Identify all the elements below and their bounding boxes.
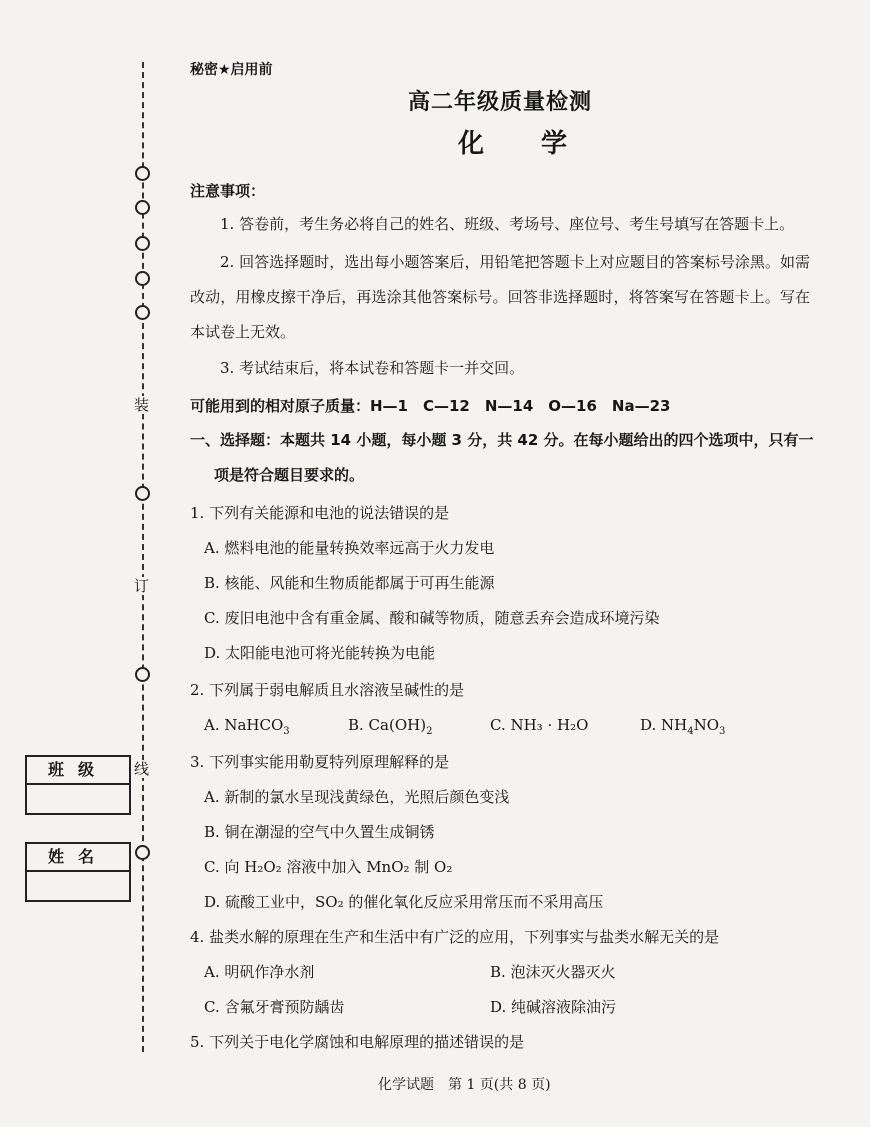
binding-hole xyxy=(135,271,150,286)
q3-stem: 3. 下列事实能用勒夏特列原理解释的是 xyxy=(190,753,450,771)
q2-stem: 2. 下列属于弱电解质且水溶液呈碱性的是 xyxy=(190,681,465,699)
exam-title: 高二年级质量检测 xyxy=(408,89,593,115)
q3-option-d: D. 硫酸工业中，SO₂ 的催化氧化反应采用常压而不采用高压 xyxy=(204,893,604,911)
section1-line2: 项是符合题目要求的。 xyxy=(214,466,365,484)
binding-hole xyxy=(135,236,150,251)
q4-stem: 4. 盐类水解的原理在生产和生活中有广泛的应用，下列事实与盐类水解无关的是 xyxy=(190,928,720,946)
class-box[interactable] xyxy=(25,755,131,815)
binding-hole xyxy=(135,486,150,501)
notice-heading: 注意事项： xyxy=(190,182,266,200)
q4-option-d: D. 纯碱溶液除油污 xyxy=(490,998,617,1016)
q1-option-c: C. 废旧电池中含有重金属、酸和碱等物质，随意丢弃会造成环境污染 xyxy=(204,609,660,627)
binding-char-zhuang: 装 xyxy=(134,396,150,414)
secret-label: 秘密★启用前 xyxy=(190,62,273,78)
q4-option-a: A. 明矾作净水剂 xyxy=(204,963,315,981)
binding-char-xian: 线 xyxy=(134,760,150,778)
q3-option-c: C. 向 H₂O₂ 溶液中加入 MnO₂ 制 O₂ xyxy=(204,858,453,876)
q1-stem: 1. 下列有关能源和电池的说法错误的是 xyxy=(190,504,450,522)
q2-option-d: D. $NH_4NO_3$ xyxy=(640,716,726,737)
q1-option-d: D. 太阳能电池可将光能转换为电能 xyxy=(204,644,436,662)
q2-option-a: A. NaHCO$_3$ xyxy=(204,716,290,737)
binding-char-ding: 订 xyxy=(134,577,150,595)
binding-hole xyxy=(135,166,150,181)
q3-option-b: B. 铜在潮湿的空气中久置生成铜锈 xyxy=(204,823,435,841)
binding-hole xyxy=(135,667,150,682)
class-label: 班级 xyxy=(27,757,129,785)
notice-item-2: 2. 回答选择题时，选出每小题答案后，用铅笔把答题卡上对应题目的答案标号涂黑。如需改动，用橡皮擦干净后，再选涂其他答案标号。回答非选择题时，将答案写在答题卡上。写在本试卷上无效。 xyxy=(190,253,810,341)
name-label: 姓名 xyxy=(27,844,129,872)
q4-option-c: C. 含氟牙膏预防龋齿 xyxy=(204,998,345,1016)
q1-option-b: B. 核能、风能和生物质能都属于可再生能源 xyxy=(204,574,495,592)
atomic-masses: 可能用到的相对原子质量：H—1 C—12 N—14 O—16 Na—23 xyxy=(190,397,671,415)
binding-hole xyxy=(135,845,150,860)
q2-option-c: C. NH₃ · H₂O xyxy=(490,716,589,734)
binding-hole xyxy=(135,200,150,215)
q4-option-b: B. 泡沫灭火器灭火 xyxy=(490,963,616,981)
notice-item-1: 1. 答卷前，考生务必将自己的姓名、班级、考场号、座位号、考生号填写在答题卡上。 xyxy=(220,215,795,233)
q5-stem: 5. 下列关于电化学腐蚀和电解原理的描述错误的是 xyxy=(190,1033,525,1051)
notice-item-3: 3. 考试结束后，将本试卷和答题卡一并交回。 xyxy=(220,359,525,377)
subject-title: 化 学 xyxy=(458,129,592,159)
q1-option-a: A. 燃料电池的能量转换效率远高于火力发电 xyxy=(204,539,495,557)
page-footer: 化学试题 第 1 页(共 8 页) xyxy=(378,1077,551,1093)
binding-hole xyxy=(135,305,150,320)
name-box[interactable] xyxy=(25,842,131,902)
q3-option-a: A. 新制的氯水呈现浅黄绿色，光照后颜色变浅 xyxy=(204,788,510,806)
q2-option-b: B. $Ca(OH)_2$ xyxy=(348,716,433,737)
section1-line1: 一、选择题：本题共 14 小题，每小题 3 分，共 42 分。在每小题给出的四个选项中，只有一 xyxy=(190,431,814,449)
